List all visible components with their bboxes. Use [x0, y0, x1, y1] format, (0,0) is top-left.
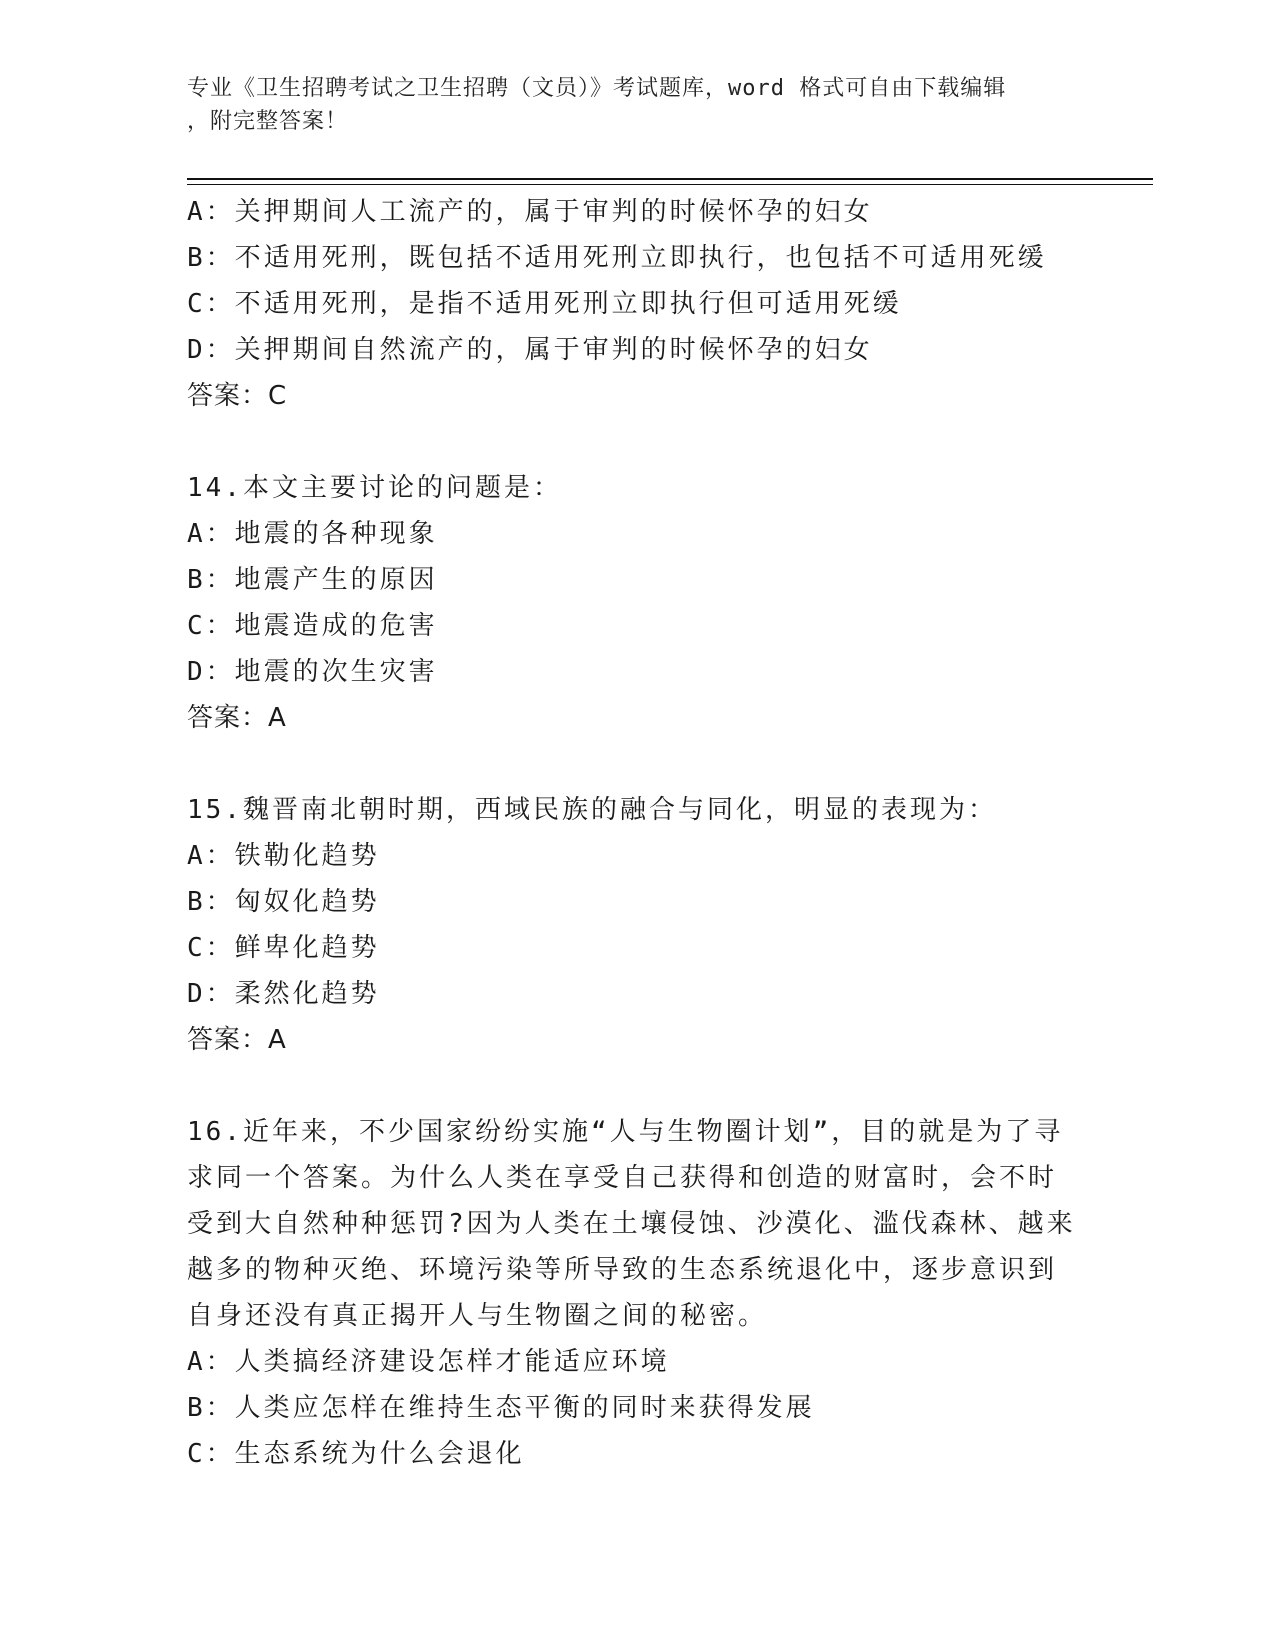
option-d: D：关押期间自然流产的，属于审判的时候怀孕的妇女 — [187, 335, 873, 365]
option-a: A：人类搞经济建设怎样才能适应环境 — [187, 1347, 670, 1377]
option-b: B：人类应怎样在维持生态平衡的同时来获得发展 — [187, 1393, 815, 1423]
question-15 — [187, 787, 1087, 1063]
question-14 — [187, 465, 1087, 741]
header-line-1: 专业《卫生招聘考试之卫生招聘（文员）》考试题库，word 格式可自由下载编辑 — [187, 76, 1007, 101]
answer: 答案：C — [187, 381, 288, 411]
option-c: C：地震造成的危害 — [187, 611, 438, 641]
option-b: B：不适用死刑，既包括不适用死刑立即执行，也包括不可适用死缓 — [187, 243, 1047, 273]
question-stem: 15.魏晋南北朝时期，西域民族的融合与同化，明显的表现为： — [187, 795, 997, 825]
header-rule-thick — [187, 178, 1153, 180]
question-stem-line: 受到大自然种种惩罚?因为人类在土壤侵蚀、沙漠化、滥伐森林、越来 — [187, 1209, 1076, 1239]
document-header — [187, 72, 1087, 138]
option-a: A：铁勒化趋势 — [187, 841, 380, 871]
answer: 答案：A — [187, 703, 287, 733]
question-stem-line: 自身还没有真正揭开人与生物圈之间的秘密。 — [187, 1301, 768, 1331]
question-stem-line: 求同一个答案。为什么人类在享受自己获得和创造的财富时，会不时 — [187, 1163, 1058, 1193]
option-b: B：匈奴化趋势 — [187, 887, 380, 917]
header-rule-thin — [187, 184, 1153, 185]
option-b: B：地震产生的原因 — [187, 565, 438, 595]
question-16 — [187, 1109, 1087, 1477]
question-stem-line: 越多的物种灭绝、环境污染等所导致的生态系统退化中，逐步意识到 — [187, 1255, 1058, 1285]
option-d: D：柔然化趋势 — [187, 979, 380, 1009]
answer: 答案：A — [187, 1025, 287, 1055]
option-a: A：关押期间人工流产的，属于审判的时候怀孕的妇女 — [187, 197, 873, 227]
question-13 — [187, 189, 1087, 419]
question-stem-line: 16.近年来，不少国家纷纷实施“人与生物圈计划”，目的就是为了寻 — [187, 1117, 1064, 1147]
header-line-2: ，附完整答案！ — [187, 109, 349, 134]
question-stem: 14.本文主要讨论的问题是： — [187, 473, 562, 503]
option-c: C：生态系统为什么会退化 — [187, 1439, 525, 1469]
option-d: D：地震的次生灾害 — [187, 657, 438, 687]
question-content — [187, 189, 1087, 1477]
option-a: A：地震的各种现象 — [187, 519, 438, 549]
option-c: C：不适用死刑，是指不适用死刑立即执行但可适用死缓 — [187, 289, 902, 319]
option-c: C：鲜卑化趋势 — [187, 933, 380, 963]
